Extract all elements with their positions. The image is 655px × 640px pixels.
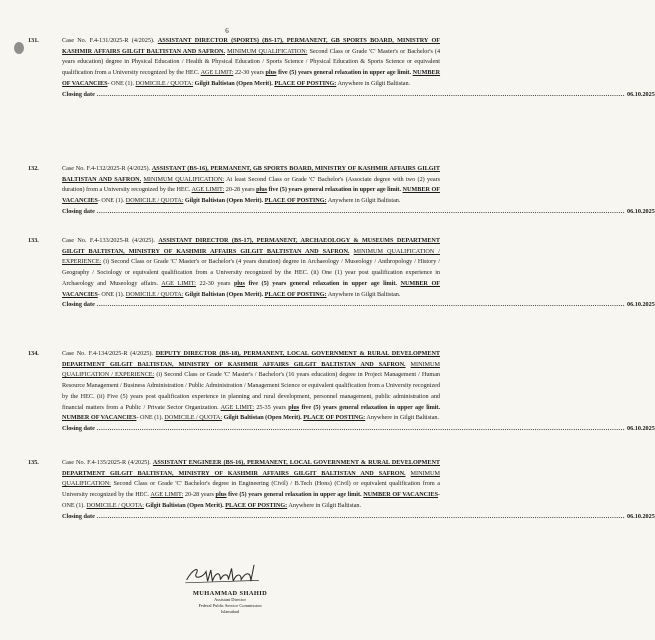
signatory-name: MUHAMMAD SHAHID <box>192 590 268 597</box>
plus-word: plus <box>265 69 277 77</box>
domicile-label: DOMICILE / QUOTA: <box>86 501 145 509</box>
leader-dots: ...................................................................................................................................................................................................................................................... <box>96 301 625 309</box>
posting-label: PLACE OF POSTING: <box>274 79 337 87</box>
qualification-label: MINIMUM QUALIFICATION: <box>143 175 225 183</box>
scan-mark <box>14 42 24 54</box>
relaxation-text: five (5) years general relaxation in upper age limit. <box>228 491 362 499</box>
age-limit-text: 22-30 years <box>234 69 264 77</box>
entry-body <box>62 36 440 90</box>
closing-label: Closing date <box>62 90 95 98</box>
posting-text: Anywhere in Gilgit Baltistan. <box>366 414 440 422</box>
closing-row <box>62 424 655 435</box>
age-limit-text: 22-30 years <box>199 279 231 287</box>
vacancies-text: - ONE (1). <box>136 414 163 422</box>
case-number: Case No. F.4-135/2025-R (4/2025). <box>62 459 151 466</box>
age-limit-label: AGE LIMIT: <box>191 186 225 194</box>
qualification-label: MINIMUM QUALIFICATION / EXPERIENCE: <box>62 360 440 379</box>
closing-row <box>62 300 655 311</box>
signature-image <box>182 561 278 587</box>
closing-date: 06.10.2025 <box>626 207 655 215</box>
age-limit-label: AGE LIMIT: <box>150 491 184 499</box>
post-title: ASSISTANT DIRECTOR (SPORTS) (BS-17), PERMANENT, GB SPORTS BOARD, MINISTRY OF KASHMIR AFFAIRS GILGIT BALTISTAN AND SAFRON. <box>62 37 440 55</box>
post-title: ASSISTANT (BS-16), PERMANENT, GB SPORTS BOARD, MINISTRY OF KASHMIR AFFAIRS GILGIT BALTISTAN AND SAFRON. <box>62 165 440 183</box>
post-title: ASSISTANT DIRECTOR (BS-17), PERMANENT, ARCHAEOLOGY & MUSEUMS DEPARTMENT GILGIT BALTISTAN, MINISTRY OF KASHMIR AFFAIRS GILGIT BALTISTAN AND SAFRON. <box>62 237 440 255</box>
relaxation-text: five (5) years general relaxation in upper age limit. <box>301 403 440 411</box>
posting-text: Anywhere in Gilgit Baltistan. <box>327 197 401 205</box>
age-limit-text: 25-35 years <box>256 403 286 411</box>
leader-dots: ...................................................................................................................................................................................................................................................... <box>96 424 625 432</box>
entry-body <box>62 349 440 424</box>
case-number: Case No. F.4-133/2025-R (4/2025). <box>62 237 155 244</box>
domicile-text: Gilgit Baltistan (Open Merit). <box>184 197 264 205</box>
domicile-text: Gilgit Baltistan (Open Merit). <box>223 414 302 422</box>
signatory-city: Islamabad <box>220 609 240 614</box>
plus-word: plus <box>215 491 227 499</box>
domicile-text: Gilgit Baltistan (Open Merit). <box>194 79 273 87</box>
vacancies-text: - ONE (1). <box>97 290 125 298</box>
vacancy-entry <box>28 458 655 522</box>
vacancies-label: NUMBER OF VACANCIES <box>62 414 137 422</box>
closing-row <box>62 512 655 523</box>
vacancies-label: NUMBER OF VACANCIES <box>62 279 440 298</box>
domicile-label: DOMICILE / QUOTA: <box>125 290 184 298</box>
vacancy-entry <box>28 36 655 100</box>
signatory-organization: Federal Public Service Commission <box>198 603 262 608</box>
vacancies-label: NUMBER OF VACANCIES <box>363 491 439 499</box>
vacancies-label: NUMBER OF VACANCIES <box>62 69 441 87</box>
age-limit-text: 20-28 years <box>184 491 214 499</box>
qualification-label: MINIMUM QUALIFICATION: <box>62 469 440 488</box>
entry-body <box>62 164 440 207</box>
entry-number: 131. <box>28 37 39 44</box>
case-number: Case No. F.4-134/2025-R (4/2025). <box>62 350 153 357</box>
vacancies-label: NUMBER OF VACANCIES <box>62 186 441 205</box>
signature-block <box>130 561 330 615</box>
leader-dots: ...................................................................................................................................................................................................................................................... <box>96 207 625 215</box>
qualification-text: (i) Second Class or Grade 'C' Master's or Bachelor's (4 years duration) degree in Archaeology / Museology / Anthropology / History / Geography / Sociology or equivalent qualification from a University recognized by the HEC. (ii) One (1) year post qualification experience in Archaeology and Museology affairs. <box>62 258 440 287</box>
leader-dots: ...................................................................................................................................................................................................................................................... <box>96 512 625 520</box>
closing-label: Closing date <box>62 207 95 215</box>
case-number: Case No. F.4-132/2025-R (4/2025). <box>62 165 151 172</box>
age-limit-label: AGE LIMIT: <box>220 403 255 411</box>
closing-row <box>62 90 655 101</box>
vacancies-text: - ONE (1). <box>97 197 125 205</box>
vacancies-text: - ONE (1). <box>107 79 134 87</box>
plus-word: plus <box>233 279 245 287</box>
vacancy-entry <box>28 349 655 435</box>
entry-body <box>62 236 440 300</box>
post-title: DEPUTY DIRECTOR (BS-18), PERMANENT, LOCAL GOVERNMENT & RURAL DEVELOPMENT DEPARTMENT GILGIT BALTISTAN, MINISTRY OF KASHMIR AFFAIRS GILGIT BALTISTAN AND SAFRON. <box>62 350 440 368</box>
closing-date: 06.10.2025 <box>626 512 655 520</box>
qualification-label: MINIMUM QUALIFICATION: <box>227 47 308 55</box>
posting-label: PLACE OF POSTING: <box>264 197 327 205</box>
domicile-text: Gilgit Baltistan (Open Merit). <box>184 290 264 298</box>
age-limit-text: 20-28 years <box>225 186 255 194</box>
entry-number: 133. <box>28 237 39 244</box>
qualification-text: (i) Second Class or Grade 'C' Master's / Bachelor's (16 years education) degree in Project Management / Human Resource Management / Business Administration / Public Administration / Management Science or equivalent qualification from a University recognized by the HEC. (ii) Five (5) years post qualification experience in planning and rural development, personnel management, public administration and financial matters from a Public / Private Sector Organization. <box>62 371 440 411</box>
qualification-label: MINIMUM QUALIFICATION / EXPERIENCE: <box>62 247 440 266</box>
posting-label: PLACE OF POSTING: <box>264 290 327 298</box>
entry-number: 134. <box>28 350 39 357</box>
closing-label: Closing date <box>62 301 95 309</box>
entry-number: 132. <box>28 165 39 172</box>
closing-date: 06.10.2025 <box>626 301 655 309</box>
domicile-label: DOMICILE / QUOTA: <box>135 79 194 87</box>
page-number: 6 <box>225 27 229 35</box>
leader-dots: ...................................................................................................................................................................................................................................................... <box>96 90 625 98</box>
entry-body <box>62 458 440 512</box>
relaxation-text: five (5) years general relaxation in upper age limit. <box>248 279 397 287</box>
post-title: ASSISTANT ENGINEER (BS-16), PERMANENT, LOCAL GOVERNMENT & RURAL DEVELOPMENT DEPARTMENT GILGIT BALTISTAN, MINISTRY OF KASHMIR AFFAIRS GILGIT BALTISTAN AND SAFRON. <box>62 459 440 477</box>
case-number: Case No. F.4-131/2025-R (4/2025). <box>62 37 155 44</box>
posting-label: PLACE OF POSTING: <box>303 414 366 422</box>
closing-label: Closing date <box>62 424 95 432</box>
qualification-text: Second Class or Grade 'C' Bachelor's degree in Engineering (Civil) / B.Tech (Hons) (Civil) or equivalent qualification from a University recognized by the HEC. <box>62 480 441 499</box>
relaxation-text: five (5) years general relaxation in upper age limit. <box>268 186 401 194</box>
closing-label: Closing date <box>62 512 95 520</box>
qualification-text: Second Class or Grade 'C' Master's or Bachelor's (4 years education) degree in Physical Education / Health & Physical Education / Sports Science / Physical Education & Sports Science or equivalent qualification from a University recognized by the HEC. <box>62 47 441 77</box>
plus-word: plus <box>288 403 300 411</box>
entry-number: 135. <box>28 459 39 466</box>
vacancy-entry <box>28 164 655 218</box>
domicile-label: DOMICILE / QUOTA: <box>164 414 223 422</box>
closing-date: 06.10.2025 <box>626 424 655 432</box>
qualification-text: At least Second Class or Grade 'C' Bachelor's (Associate degree with two (2) years duration) from a University recognized by the HEC. <box>62 175 440 194</box>
plus-word: plus <box>256 186 268 194</box>
vacancy-entry <box>28 236 655 311</box>
posting-text: Anywhere in Gilgit Baltistan. <box>337 79 411 87</box>
domicile-text: Gilgit Baltistan (Open Merit). <box>145 501 224 509</box>
age-limit-label: AGE LIMIT: <box>161 279 196 287</box>
signatory-designation: Assistant Director <box>214 597 246 602</box>
age-limit-label: AGE LIMIT: <box>200 69 234 77</box>
vacancies-text: - ONE (1). <box>62 491 441 509</box>
closing-row <box>62 207 655 218</box>
posting-text: Anywhere in Gilgit Baltistan. <box>288 501 362 509</box>
closing-date: 06.10.2025 <box>626 90 655 98</box>
posting-text: Anywhere in Gilgit Baltistan. <box>327 290 401 298</box>
relaxation-text: five (5) years general relaxation in upper age limit. <box>278 69 412 77</box>
posting-label: PLACE OF POSTING: <box>225 501 288 509</box>
domicile-label: DOMICILE / QUOTA: <box>125 197 184 205</box>
